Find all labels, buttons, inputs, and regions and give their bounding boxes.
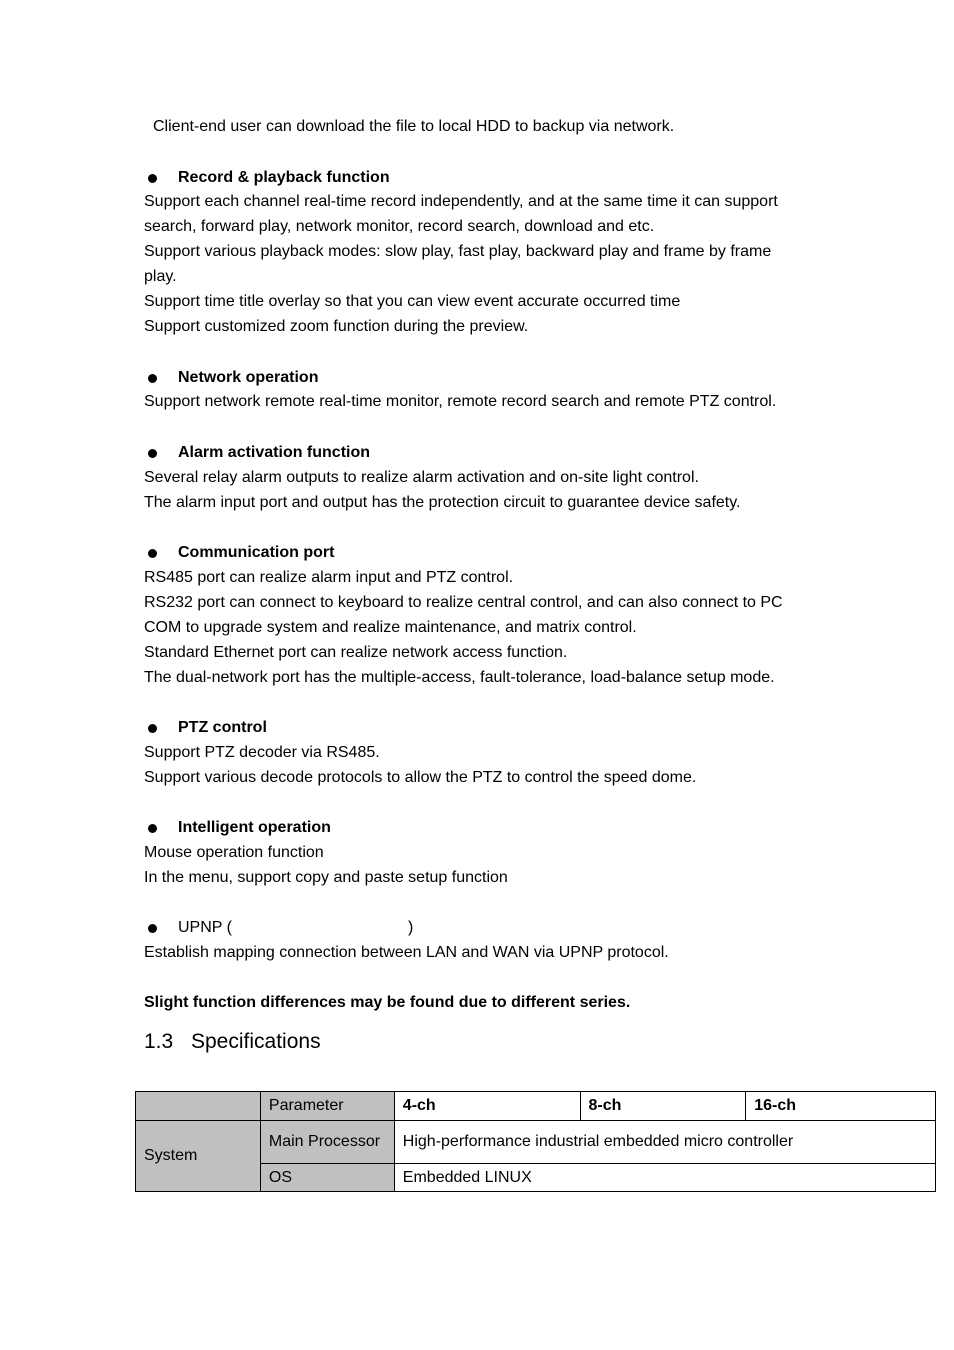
table-value-cell: Embedded LINUX (394, 1164, 935, 1192)
section-heading-specifications (144, 1028, 321, 1056)
table-header-8ch: 8-ch (580, 1092, 746, 1121)
table-param-cell: Main Processor (260, 1121, 394, 1164)
table-group-system: System (136, 1121, 261, 1192)
bullet-icon (148, 824, 157, 833)
table-row (136, 1121, 936, 1164)
table-param-cell: OS (260, 1164, 394, 1192)
body-line: search, forward play, network monitor, record search, download and etc. (144, 218, 655, 235)
body-line: Support network remote real-time monitor, remote record search and remote PTZ control. (144, 393, 777, 410)
body-line: Support various playback modes: slow play, fast play, backward play and frame by frame (144, 243, 772, 260)
body-line: Support each channel real-time record independently, and at the same time it can support (144, 193, 778, 210)
body-line: Support PTZ decoder via RS485. (144, 744, 380, 761)
bullet-icon (148, 449, 157, 458)
intro-line: Client-end user can download the file to local HDD to backup via network. (153, 118, 675, 135)
body-line: RS485 port can realize alarm input and PTZ control. (144, 569, 514, 586)
table-corner-cell (136, 1092, 261, 1121)
body-line: COM to upgrade system and realize maintenance, and matrix control. (144, 619, 637, 636)
table-header-parameter: Parameter (260, 1092, 394, 1121)
bullet-icon (148, 924, 157, 933)
bullet-icon (148, 174, 157, 183)
specifications-table (135, 1091, 936, 1192)
bullet-icon (148, 549, 157, 558)
body-line: Several relay alarm outputs to realize alarm activation and on-site light control. (144, 469, 699, 486)
bullet-icon (148, 724, 157, 733)
body-line: Standard Ethernet port can realize network access function. (144, 644, 568, 661)
bullet-icon (148, 374, 157, 383)
table-header-16ch: 16-ch (746, 1092, 936, 1121)
body-line: Support time title overlay so that you can view event accurate occurred time (144, 293, 681, 310)
body-line: Mouse operation function (144, 844, 324, 861)
heading-number: 1.3 (144, 1030, 174, 1053)
table-header-row (136, 1092, 936, 1121)
body-line: The alarm input port and output has the protection circuit to guarantee device safety. (144, 494, 741, 511)
body-line: Support customized zoom function during the preview. (144, 318, 529, 335)
body-line: play. (144, 268, 177, 285)
body-line: Support various decode protocols to allow the PTZ to control the speed dome. (144, 769, 697, 786)
table-value-cell: High-performance industrial embedded micro controller (394, 1121, 935, 1164)
table-header-4ch: 4-ch (394, 1092, 580, 1121)
heading-text: Specifications (191, 1030, 321, 1053)
body-line: The dual-network port has the multiple-access, fault-tolerance, load-balance setup mode. (144, 669, 775, 686)
body-line: RS232 port can connect to keyboard to realize central control, and can also connect to PC (144, 594, 783, 611)
body-line: In the menu, support copy and paste setup function (144, 869, 508, 886)
series-note: Slight function differences may be found due to different series. (144, 994, 631, 1011)
body-line: Establish mapping connection between LAN and WAN via UPNP protocol. (144, 944, 669, 961)
